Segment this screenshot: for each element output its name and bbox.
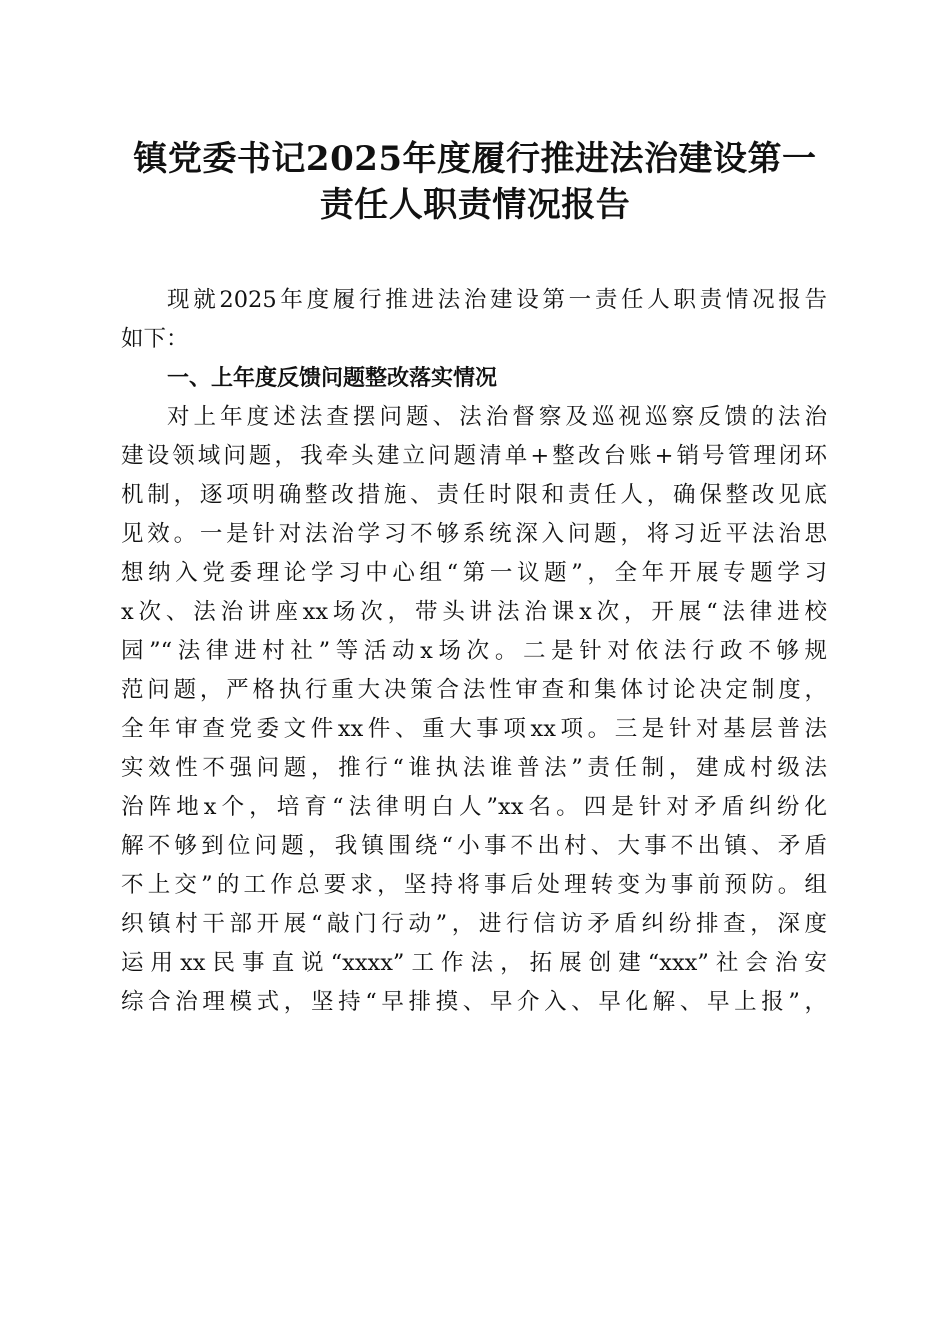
title-line-1: 镇党委书记2025年度履行推进法治建设第一	[133, 139, 817, 179]
paragraph-line: 对上年度述法查摆问题、法治督察及巡视巡察反馈的法治	[167, 404, 827, 430]
paragraph-line: 治阵地x个，培育“法律明白人”xx名。四是针对矛盾纠纷化	[121, 794, 827, 820]
intro-line: 现就2025年度履行推进法治建设第一责任人职责情况报告	[167, 287, 827, 313]
paragraph-line: 实效性不强问题，推行“谁执法谁普法”责任制，建成村级法	[121, 755, 827, 781]
title-line-2: 责任人职责情况报告	[319, 185, 631, 225]
paragraph-line: 想纳入党委理论学习中心组“第一议题”，全年开展专题学习	[121, 560, 827, 586]
paragraph-line: 全年审查党委文件xx件、重大事项xx项。三是针对基层普法	[121, 716, 827, 742]
document-body	[121, 281, 827, 1022]
paragraph-line: 运用xx民事直说“xxxx”工作法，拓展创建“xxx”社会治安	[121, 950, 827, 976]
paragraph-line: 建设领域问题，我牵头建立问题清单+整改台账+销号管理闭环	[121, 443, 827, 469]
intro-line: 如下：	[121, 326, 189, 352]
paragraph-line: 不上交”的工作总要求，坚持将事后处理转变为事前预防。组	[121, 872, 827, 898]
section-heading: 一、上年度反馈问题整改落实情况	[167, 366, 498, 391]
intro-paragraph	[121, 281, 827, 359]
paragraph-line: 园”“法律进村社”等活动x场次。二是针对依法行政不够规	[121, 638, 827, 664]
paragraph-line: 织镇村干部开展“敲门行动”，进行信访矛盾纠纷排查，深度	[121, 911, 827, 937]
paragraph-line: 综合治理模式，坚持“早排摸、早介入、早化解、早上报”，	[121, 989, 827, 1015]
paragraph-line: 解不够到位问题，我镇围绕“小事不出村、大事不出镇、矛盾	[121, 833, 827, 859]
paragraph-line: 范问题，严格执行重大决策合法性审查和集体讨论决定制度，	[121, 677, 827, 703]
body-paragraph	[121, 398, 827, 1022]
paragraph-line: 见效。一是针对法治学习不够系统深入问题，将习近平法治思	[121, 521, 827, 547]
paragraph-line: 机制，逐项明确整改措施、责任时限和责任人，确保整改见底	[121, 482, 827, 508]
paragraph-line: x次、法治讲座xx场次，带头讲法治课x次，开展“法律进校	[121, 599, 827, 625]
document-title	[110, 136, 840, 228]
